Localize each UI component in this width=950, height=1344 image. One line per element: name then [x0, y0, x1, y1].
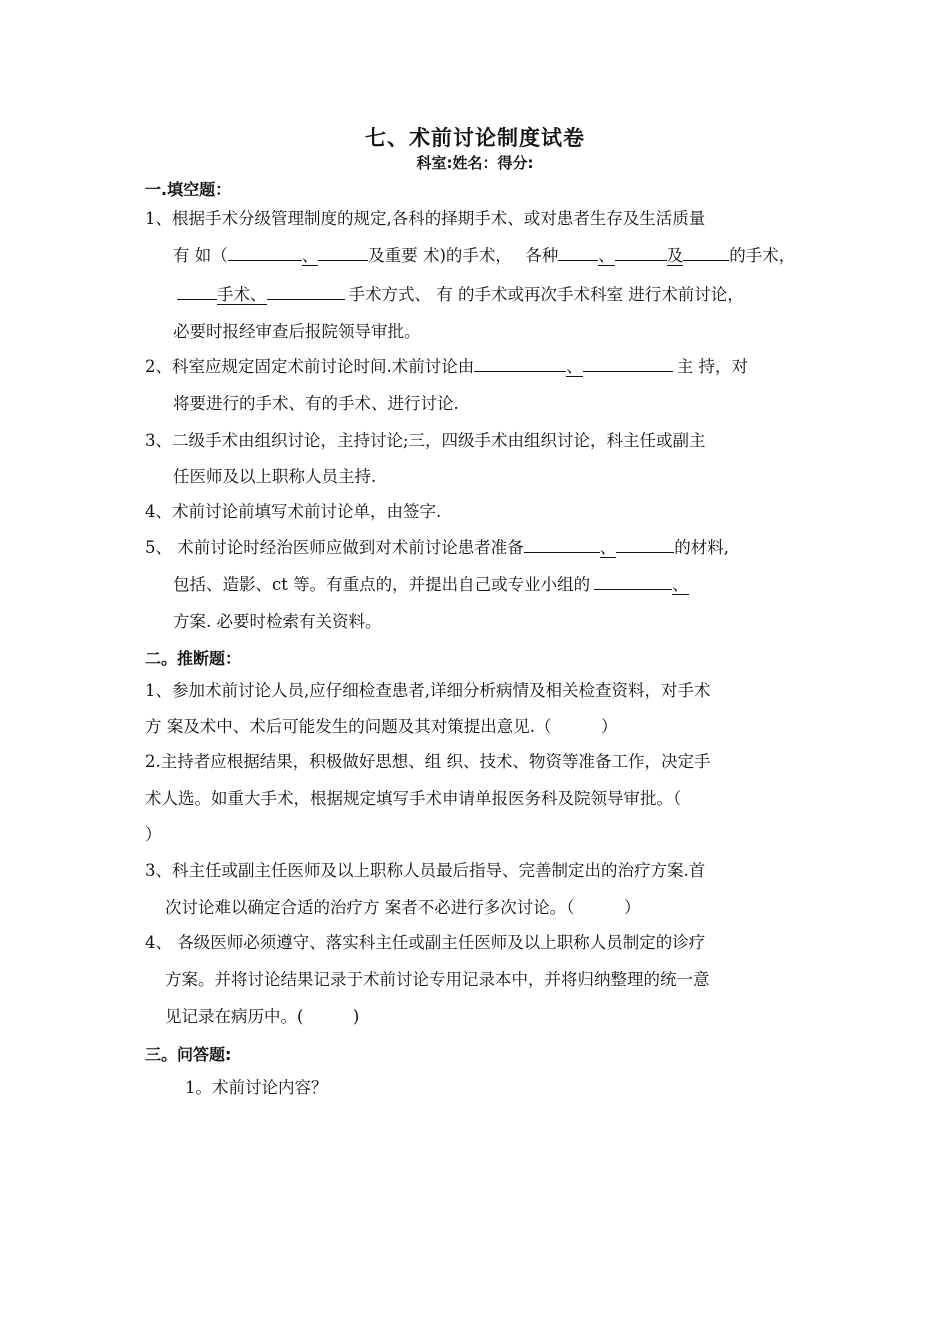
fill-q2-line2: 将要进行的手术、有的手术、进行讨论. [173, 394, 459, 413]
fill-q3-line2: 任医师及以上职称人员主持. [173, 467, 377, 486]
fill-q1-text-d: 各种 [525, 246, 559, 265]
judge-q4-line3: 见记录在病历中。( ) [165, 1007, 360, 1026]
blank[interactable] [558, 260, 598, 261]
fill-q4-line1: 4、术前讨论前填写术前讨论单，由签字. [145, 502, 442, 521]
fill-q1-blank-sep2: 、 [598, 246, 615, 265]
blank[interactable] [594, 589, 672, 590]
blank[interactable] [583, 371, 673, 372]
blank[interactable] [474, 371, 566, 372]
judge-q4-line1: 4、 各级医师必须遵守、落实科主任或副主任医师及以上职称人员制定的诊疗 [145, 933, 706, 952]
fill-q1-line4: 必要时报经审查后报院领导审批。 [173, 322, 421, 341]
fill-q5-blank-sep2: 、 [672, 575, 689, 594]
blank[interactable] [318, 260, 368, 261]
judge-q4-line2: 方案。并将讨论结果记录于术前讨论专用记录本中，并将归纳整理的统一意 [165, 970, 710, 989]
fill-q1-blank-sep3: 及 [666, 246, 684, 265]
section-judgment-heading: 二。推断题： [145, 649, 242, 668]
fill-q1-text-3b: 手术方式、 有 的手术或再次手术科室 进行术前讨论， [348, 285, 744, 304]
section-fill-blank-heading: 一.填空题： [145, 180, 232, 199]
fill-q1-text-3a: 手术、 [217, 285, 267, 304]
fill-q5-line2 [173, 574, 689, 596]
blank[interactable] [616, 552, 674, 553]
section-qa-heading: 三。问答题: [145, 1045, 232, 1064]
blank[interactable] [615, 260, 667, 261]
fill-q5-text-c: 的材料, [674, 538, 729, 557]
judge-q1-line2: 方 案及术中、术后可能发生的问题及其对策提出意见.（ ） [145, 717, 618, 736]
fill-q1-line2 [173, 245, 795, 267]
fill-q2-text-a: 2、科室应规定固定术前讨论时间.术前讨论由 [145, 357, 475, 376]
judge-q1-line1: 1、参加术前讨论人员,应仔细检查患者,详细分析病情及相关检查资料，对手术 [145, 681, 711, 700]
fill-q1-blank-sep: 、 [301, 246, 319, 265]
fill-q1-line1: 1、根据手术分级管理制度的规定,各科的择期手术、或对患者生存及生活质量 [145, 209, 706, 228]
blank[interactable] [267, 299, 345, 300]
fill-q1-text-a: 有 如（ [173, 246, 228, 265]
blank[interactable] [228, 260, 302, 261]
fill-q1-text-g: 的手术， [729, 246, 796, 265]
fill-q3-line1: 3、二级手术由组织讨论，主持讨论;三，四级手术由组织讨论，科主任或副主 [145, 431, 706, 450]
fill-q5-text-2a: 包括、造影、ct 等。有重点的，并提出自己或专业小组的 [173, 575, 591, 594]
qa-q1: 1。术前讨论内容？ [185, 1078, 328, 1097]
blank[interactable] [524, 552, 600, 553]
fill-q2-line1 [145, 356, 748, 378]
judge-q3-line1: 3、科主任或副主任医师及以上职称人员最后指导、完善制定出的治疗方案.首 [145, 861, 706, 880]
judge-q2-line3: ） [145, 825, 162, 844]
blank[interactable] [683, 260, 729, 261]
document-title: 七、术前讨论制度试卷 [365, 126, 585, 150]
fill-q5-text-a: 5、 术前讨论时经治医师应做到对术前讨论患者准备 [145, 538, 524, 557]
fill-q1-line3 [177, 284, 744, 306]
fill-q5-line3: 方案. 必要时检索有关资料。 [173, 612, 382, 631]
judge-q2-line1: 2.主持者应根据结果，积极做好思想、组 织、技术、物资等准备工作，决定手 [145, 752, 711, 771]
fill-q5-line1 [145, 537, 729, 559]
fill-q2-text-c: 主 持，对 [676, 357, 748, 376]
fill-q2-blank-sep: 、 [566, 357, 583, 376]
fill-q1-text-c: 及重要 术)的手术， [368, 246, 512, 265]
fill-q5-blank-sep: 、 [599, 538, 617, 557]
blank[interactable] [177, 299, 217, 300]
document-subtitle: 科室:姓名：得分: [416, 154, 534, 172]
judge-q3-line2: 次讨论难以确定合适的治疗方 案者不必进行多次讨论。（ ） [165, 898, 641, 917]
judge-q2-line2: 术人选。如重大手术，根据规定填写手术申请单报医务科及院领导审批。（ [145, 789, 682, 808]
